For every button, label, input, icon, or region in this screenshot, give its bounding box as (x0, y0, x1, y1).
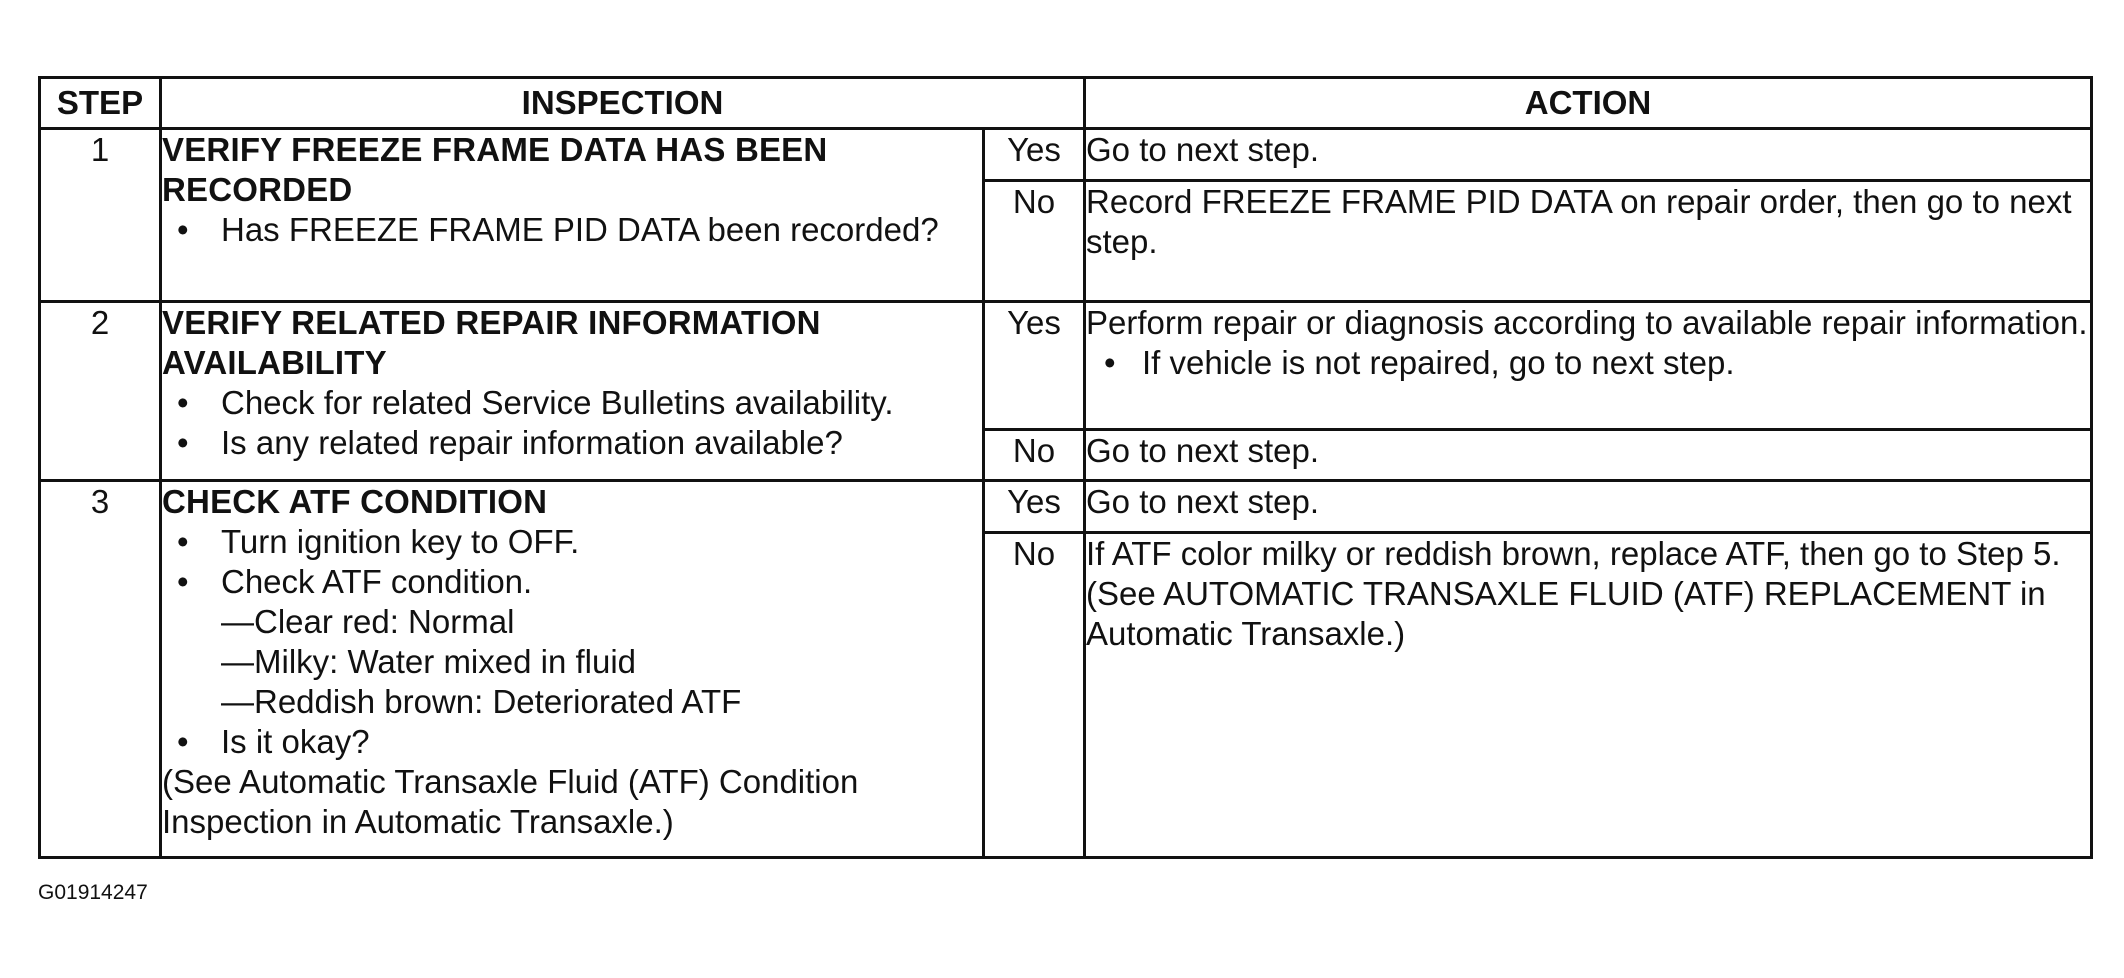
step-2-title (162, 303, 982, 383)
header-action: ACTION (1085, 78, 2092, 129)
step-2-yes-label: Yes (984, 302, 1085, 430)
diagnostic-procedure-table (38, 76, 2093, 859)
step-1-title (162, 130, 982, 210)
step-3-no-action (1085, 533, 2092, 858)
step-2-bullet-2: • Is any related repair information available? (162, 423, 982, 463)
step-1-yes-row (40, 129, 2092, 181)
step-3-final-bullets (162, 722, 982, 762)
step-1-number: 1 (40, 129, 161, 302)
step-3-condition-2: — Milky: Water mixed in fluid (162, 642, 982, 682)
step-2-no-action: Go to next step. (1085, 430, 2092, 481)
step-3-yes-label: Yes (984, 481, 1085, 533)
header-step: STEP (40, 78, 161, 129)
step-2-title-line2: AVAILABILITY (162, 344, 387, 381)
step-2-no-label: No (984, 430, 1085, 481)
step-1-bullets (162, 210, 982, 250)
step-3-yes-row (40, 481, 2092, 533)
step-2-title-line1: VERIFY RELATED REPAIR INFORMATION (162, 304, 821, 341)
step-1-title-line2: RECORDED (162, 171, 353, 208)
step-1-no-label: No (984, 181, 1085, 302)
step-2-number: 2 (40, 302, 161, 481)
step-2-yes-action-text: Perform repair or diagnosis according to available repair information. (1086, 304, 2088, 341)
header-inspection: INSPECTION (161, 78, 1085, 129)
step-1-inspection (161, 129, 984, 302)
step-3-yes-action: Go to next step. (1085, 481, 2092, 533)
step-3-final-bullet: • Is it okay? (162, 722, 982, 762)
step-3-no-action-line2: (See AUTOMATIC TRANSAXLE FLUID (ATF) REPLACEMENT in Automatic Transaxle.) (1086, 575, 2046, 652)
step-3-no-action-line1: If ATF color milky or reddish brown, replace ATF, then go to Step 5. (1086, 535, 2061, 572)
step-3-number: 3 (40, 481, 161, 858)
step-2-bullet-1: • Check for related Service Bulletins availability. (162, 383, 982, 423)
header-row (40, 78, 2092, 129)
step-3-condition-1: — Clear red: Normal (162, 602, 982, 642)
step-2-yes-sub-bullet: • If vehicle is not repaired, go to next step. (1086, 343, 2090, 383)
step-2-yes-action (1085, 302, 2092, 430)
step-3-bullet-1: • Turn ignition key to OFF. (162, 522, 982, 562)
step-1-yes-label: Yes (984, 129, 1085, 181)
step-3-bullet-2: • Check ATF condition. (162, 562, 982, 602)
step-2-bullets (162, 383, 982, 463)
step-1-no-action: Record FREEZE FRAME PID DATA on repair order, then go to next step. (1085, 181, 2092, 302)
step-1-bullet-1: • Has FREEZE FRAME PID DATA been recorded? (162, 210, 982, 250)
step-1-title-line1: VERIFY FREEZE FRAME DATA HAS BEEN (162, 131, 828, 168)
figure-id: G01914247 (38, 881, 148, 904)
step-2-inspection (161, 302, 984, 481)
step-3-inspection (161, 481, 984, 858)
step-3-condition-3: — Reddish brown: Deteriorated ATF (162, 682, 982, 722)
step-3-reference-line1: (See Automatic Transaxle Fluid (ATF) Condition (162, 763, 859, 800)
step-3-title: CHECK ATF CONDITION (162, 483, 548, 520)
step-2-yes-row (40, 302, 2092, 430)
step-3-no-label: No (984, 533, 1085, 858)
step-1-yes-action: Go to next step. (1085, 129, 2092, 181)
step-3-conditions (162, 602, 982, 722)
step-3-bullets (162, 522, 982, 602)
step-3-reference-line2: Inspection in Automatic Transaxle.) (162, 803, 674, 840)
